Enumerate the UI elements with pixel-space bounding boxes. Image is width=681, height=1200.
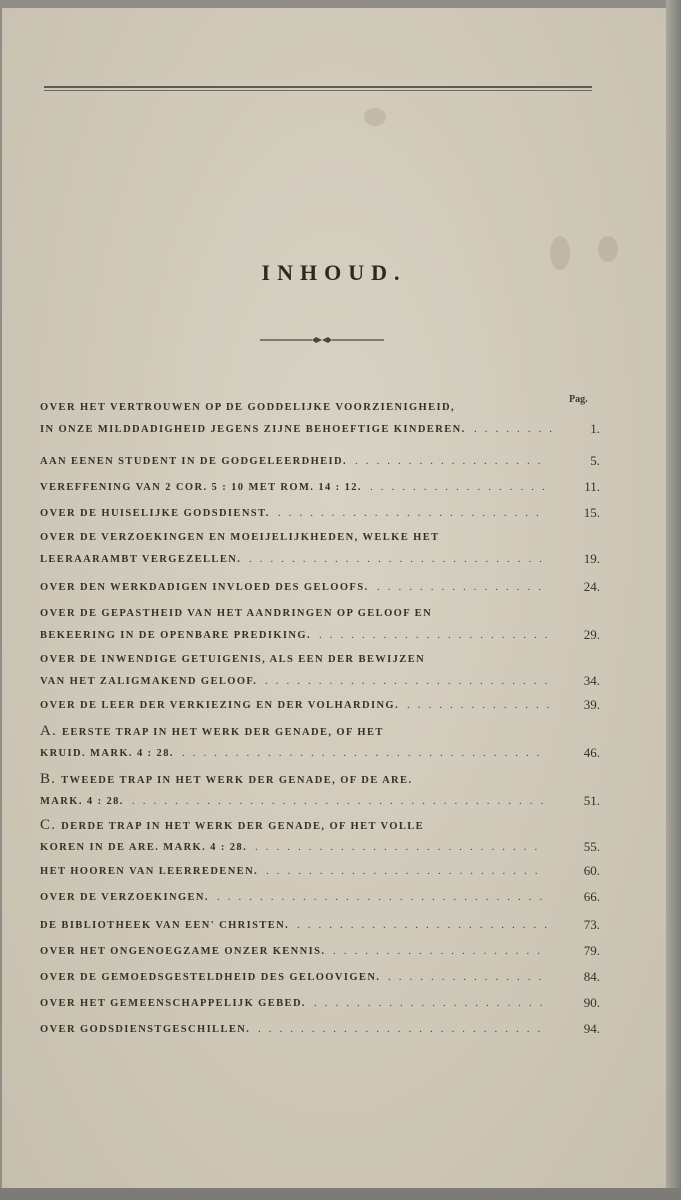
toc-entry <box>40 1018 600 1040</box>
leader-dots: .............. <box>407 699 558 711</box>
toc-entry-title: OVER DE GEMOEDSGESTELDHEID DES GELOOVIGEN. <box>40 972 381 983</box>
toc-entry-line <box>40 720 600 742</box>
toc-entry <box>40 694 600 716</box>
toc-entry-line <box>40 602 600 624</box>
toc-entry-title: OVER DE VERZOEKINGEN EN MOEIJELIJKHEDEN, WELKE HET <box>40 532 440 543</box>
stain <box>598 236 618 262</box>
toc-entry-title: OVER HET ONGENOEGZAME ONZER KENNIS. <box>40 946 326 957</box>
page-column-label: Pag. <box>569 394 588 405</box>
toc-entry-line <box>40 836 600 858</box>
stain <box>364 108 386 126</box>
toc-entry-title: TWEEDE TRAP IN HET WERK DER GENADE, OF DE ARE. <box>61 775 413 786</box>
leader-dots: ......................... <box>278 507 547 519</box>
toc-entry-title: OVER HET GEMEENSCHAPPELIJK GEBED. <box>40 998 306 1009</box>
toc-entry-title: DE BIBLIOTHEEK VAN EEN' CHRISTEN. <box>40 920 290 931</box>
toc-entry-title: OVER DEN WERKDADIGEN INVLOED DES GELOOFS. <box>40 582 369 593</box>
toc-entry-line <box>40 526 600 548</box>
page-edge <box>666 0 681 1200</box>
toc-entry-title: HET HOOREN VAN LEERREDENEN. <box>40 866 259 877</box>
leader-dots: ........................... <box>255 841 546 853</box>
toc-entry <box>40 814 600 858</box>
toc-entry <box>40 940 600 962</box>
toc-entry-line <box>40 742 600 764</box>
toc-entry-line <box>40 576 600 598</box>
toc-entry-line <box>40 860 600 882</box>
toc-entry-line <box>40 814 600 836</box>
leader-dots: .................. <box>355 455 549 467</box>
toc-entry-line <box>40 450 600 472</box>
toc-entry-title: OVER DE LEER DER VERKIEZING EN DER VOLHARDING. <box>40 700 400 711</box>
toc-entry-page: 94. <box>583 1021 600 1036</box>
leader-dots: ........................... <box>258 1023 549 1035</box>
leader-dots: ............................ <box>249 553 550 565</box>
toc-entry-line <box>40 648 600 670</box>
toc-entry-page: 15. <box>583 505 600 520</box>
toc-entry-line <box>40 940 600 962</box>
toc-entry <box>40 450 600 472</box>
leader-dots: ........................... <box>265 675 556 687</box>
toc-entry-letter: B. <box>40 771 62 787</box>
toc-entry-title: VAN HET ZALIGMAKEND GELOOF. <box>40 676 258 687</box>
toc-entry-line <box>40 1018 600 1040</box>
toc-entry-page: 24. <box>583 579 600 594</box>
page-title: INHOUD. <box>261 260 407 285</box>
toc-entry-line <box>40 418 600 440</box>
leader-dots: ................. <box>370 481 553 493</box>
toc-entry <box>40 768 600 812</box>
toc-entry-letter: A. <box>40 723 62 739</box>
toc-entry-line <box>40 992 600 1014</box>
toc-entry <box>40 966 600 988</box>
toc-entry-line <box>40 624 600 646</box>
book-page <box>2 8 666 1188</box>
toc-entry-letter: C. <box>40 817 62 833</box>
toc-entry-title: KRUID. MARK. 4 : 28. <box>40 748 174 759</box>
toc-entry-title: DERDE TRAP IN HET WERK DER GENADE, OF HET VOLLE <box>61 821 425 832</box>
toc-entry <box>40 860 600 882</box>
toc-entry <box>40 526 600 570</box>
toc-entry-page: 79. <box>583 943 600 958</box>
toc-entry <box>40 648 600 692</box>
toc-entry-page: 11. <box>584 479 600 494</box>
toc-entry-title: OVER HET VERTROUWEN OP DE GODDELIJKE VOORZIENIGHEID, <box>40 402 455 413</box>
leader-dots: .................................. <box>182 747 548 759</box>
toc-entry-title: OVER DE GEPASTHEID VAN HET AANDRINGEN OP GELOOF EN <box>40 608 433 619</box>
toc-entry-page: 29. <box>583 627 600 642</box>
toc-entry-title: VEREFFENING VAN 2 COR. 5 : 10 MET ROM. 14 : 12. <box>40 482 362 493</box>
toc-entry-line <box>40 694 600 716</box>
toc-entry-line <box>40 768 600 790</box>
toc-entry-page: 84. <box>583 969 600 984</box>
header-rule <box>44 86 592 88</box>
toc-entry-title: MARK. 4 : 28. <box>40 796 124 807</box>
toc-entry <box>40 396 600 440</box>
toc-entry <box>40 886 600 908</box>
leader-dots: .......................... <box>266 865 546 877</box>
toc-entry-title: LEERAARAMBT VERGEZELLEN. <box>40 554 242 565</box>
toc-entry-title: KOREN IN DE ARE. MARK. 4 : 28. <box>40 842 248 853</box>
toc-entry-line <box>40 790 600 812</box>
toc-entry-title: OVER GODSDIENSTGESCHILLEN. <box>40 1024 251 1035</box>
toc-entry-page: 51. <box>583 793 600 808</box>
toc-entry-title: OVER DE VERZOEKINGEN. <box>40 892 209 903</box>
toc-entry-line <box>40 886 600 908</box>
leader-dots: ............................... <box>217 891 551 903</box>
toc-entry-line <box>40 502 600 524</box>
toc-entry-title: OVER DE INWENDIGE GETUIGENIS, ALS EEN DER BEWIJZEN <box>40 654 426 665</box>
toc-entry <box>40 602 600 646</box>
toc-entry <box>40 502 600 524</box>
leader-dots: ....................................... <box>132 795 552 807</box>
toc-entry-line <box>40 966 600 988</box>
toc-entry-page: 55. <box>583 839 600 854</box>
toc-entry-title: IN ONZE MILDDADIGHEID JEGENS ZIJNE BEHOEFTIGE KINDEREN. <box>40 424 466 435</box>
toc-entry-page: 39. <box>583 697 600 712</box>
leader-dots: ...................... <box>319 629 556 641</box>
leader-dots: ........ <box>474 423 560 435</box>
toc-entry-line <box>40 548 600 570</box>
leader-dots: ...................... <box>314 997 551 1009</box>
ornament-rule-icon <box>260 335 384 345</box>
toc-entry <box>40 576 600 598</box>
toc-entry-line <box>40 396 600 418</box>
toc-entry-title: AAN EENEN STUDENT IN DE GODGELEERDHEID. <box>40 456 348 467</box>
toc-entry-line <box>40 914 600 936</box>
toc-entry <box>40 476 600 498</box>
toc-entry-page: 66. <box>583 889 600 904</box>
toc-entry-page: 73. <box>583 917 600 932</box>
toc-entry-line <box>40 670 600 692</box>
toc-entry-page: 34. <box>583 673 600 688</box>
toc-entry <box>40 992 600 1014</box>
toc-entry-title: EERSTE TRAP IN HET WERK DER GENADE, OF HET <box>61 727 384 738</box>
toc-entry-line <box>40 476 600 498</box>
toc-entry-page: 90. <box>583 995 600 1010</box>
leader-dots: ................ <box>377 581 549 593</box>
toc-entry-title: BEKEERING IN DE OPENBARE PREDIKING. <box>40 630 311 641</box>
toc-entry-page: 5. <box>590 453 600 468</box>
header-rule-thin <box>44 90 592 91</box>
toc-entry-page: 1. <box>590 421 600 436</box>
leader-dots: ........................ <box>297 919 555 931</box>
toc-entry-page: 60. <box>583 863 600 878</box>
toc-entry-title: OVER DE HUISELIJKE GODSDIENST. <box>40 508 270 519</box>
leader-dots: ............... <box>388 971 550 983</box>
leader-dots: .................... <box>333 945 548 957</box>
toc-entry <box>40 720 600 764</box>
toc-entry-page: 19. <box>583 551 600 566</box>
toc-entry-page: 46. <box>583 745 600 760</box>
page-bottom-edge <box>0 1188 681 1200</box>
toc-entry <box>40 914 600 936</box>
